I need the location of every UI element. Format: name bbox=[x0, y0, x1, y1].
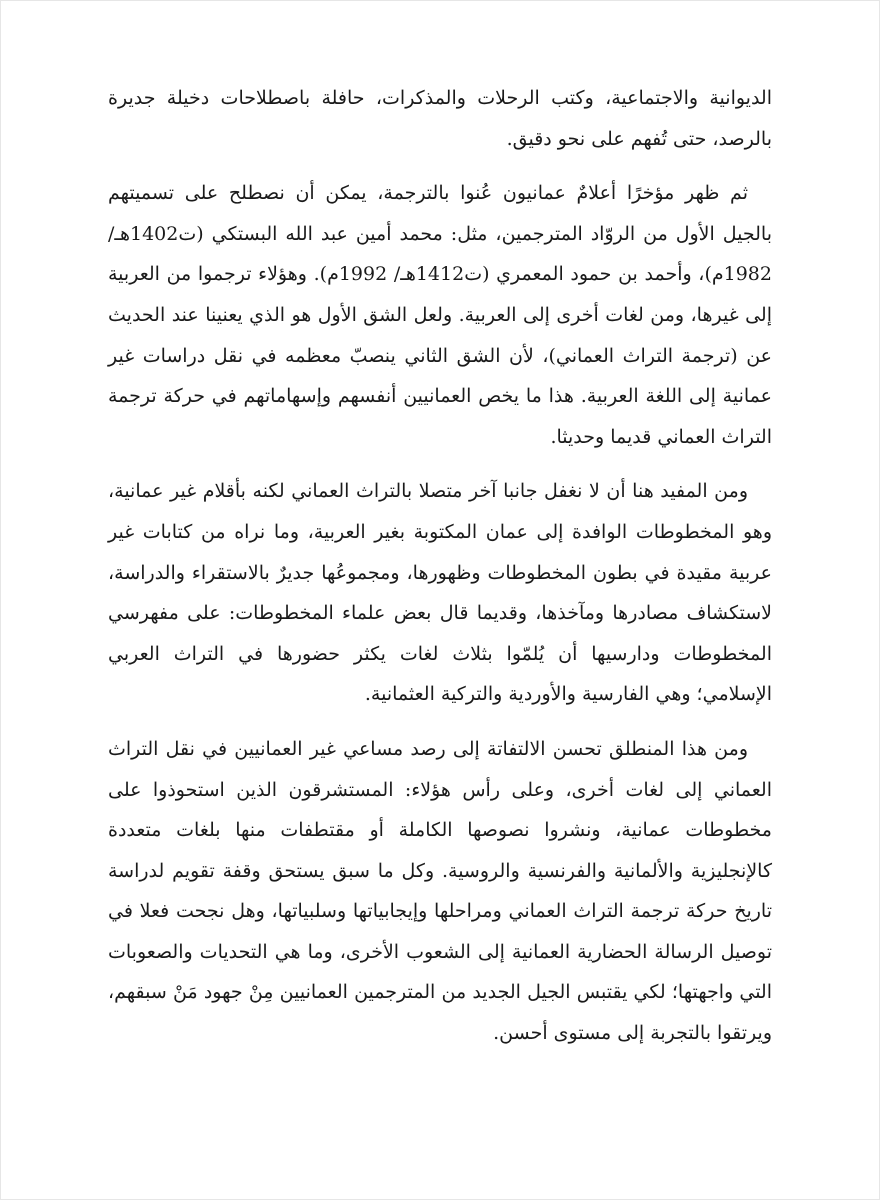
paragraph-3: ومن المفيد هنا أن لا نغفل جانبا آخر متصلا بالتراث العماني لكنه بأقلام غير عمانية، وهو المخطوطات الوافدة إلى عمان المكتوبة بغير العربية، وما نراه من كتابات غير عربية مقيدة في بطون المخطوطات وظهورها، ومجموعُها جديرٌ بالاستقراء والدراسة، لاستكشاف مصادرها ومآخذها، وقديما قال بعض علماء المخطوطات: على مفهرسي المخطوطات ودارسيها أن يُلمّوا بثلاث لغات يكثر حضورها في التراث العربي الإسلامي؛ وهي الفارسية والأوردية والتركية العثمانية. bbox=[108, 480, 772, 706]
paragraph-4: ومن هذا المنطلق تحسن الالتفاتة إلى رصد مساعي غير العمانيين في نقل التراث العماني إلى لغات أخرى، وعلى رأس هؤلاء: المستشرقون الذين استحوذوا على مخطوطات عمانية، ونشروا نصوصها الكاملة أو مقتطفات منها بلغات متعددة كالإنجليزية والألمانية والفرنسية والروسية. وكل ما سبق يستحق وقفة تقويم لدراسة تاريخ حركة ترجمة التراث العماني ومراحلها وإيجابياتها وسلبياتها، وهل نجحت فعلا في توصيل الرسالة الحضارية العمانية إلى الشعوب الأخرى، وما هي التحديات والصعوبات التي واجهتها؛ لكي يقتبس الجيل الجديد من المترجمين العمانيين مِنْ جهود مَنْ سبقهم، ويرتقوا بالتجربة إلى مستوى أحسن. bbox=[108, 737, 772, 1045]
paragraph-1: الديوانية والاجتماعية، وكتب الرحلات والمذكرات، حافلة باصطلاحات دخيلة جديرة بالرصد، حتى تُفهم على نحو دقيق. bbox=[108, 87, 772, 150]
body-text bbox=[108, 78, 772, 1068]
paragraph-2: ثم ظهر مؤخرًا أعلامٌ عمانيون عُنوا بالترجمة، يمكن أن نصطلح على تسميتهم بالجيل الأول من الروّاد المترجمين، مثل: محمد أمين عبد الله البستكي (ت1402هـ/ 1982م)، وأحمد بن حمود المعمري (ت1412هـ/ 1992م). وهؤلاء ترجموا من العربية إلى غيرها، ومن لغات أخرى إلى العربية. ولعل الشق الأول هو الذي يعنينا عند الحديث عن (ترجمة التراث العماني)، لأن الشق الثاني ينصبّ معظمه في نقل دراسات غير عمانية إلى اللغة العربية. هذا ما يخص العمانيين أنفسهم وإسهاماتهم في حركة ترجمة التراث العماني قديما وحديثا. bbox=[108, 182, 772, 448]
